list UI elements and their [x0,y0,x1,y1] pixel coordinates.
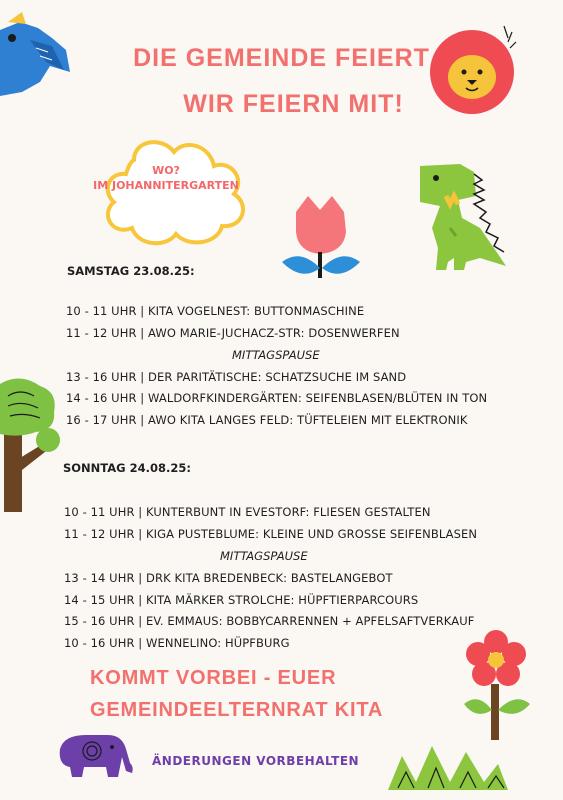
headline-line2: WIR FEIERN MIT! [183,90,404,118]
tree-icon [0,378,65,513]
saturday-item-1: 10 - 11 UHR | KITA VOGELNEST: BUTTONMASCHINE [66,304,365,318]
sunday-pause: MITTAGSPAUSE [220,549,308,563]
headline-line1: DIE GEMEINDE FEIERT [133,44,430,72]
sunday-item-1: 10 - 11 UHR | KUNTERBUNT IN EVESTORF: FLIESEN GESTALTEN [64,505,431,519]
sunday-item-6: 10 - 16 UHR | WENNELINO: HÜPFBURG [64,636,290,650]
elephant-icon [56,733,136,783]
saturday-item-2: 11 - 12 UHR | AWO MARIE-JUCHACZ-STR: DOSENWERFEN [66,326,400,340]
saturday-item-3: 13 - 16 UHR | DER PARITÄTISCHE: SCHATZSUCHE IM SAND [66,370,407,384]
tulip-icon [280,192,370,282]
flower-icon [462,630,532,742]
sunday-item-3: 13 - 14 UHR | DRK KITA BREDENBECK: BASTELANGEBOT [64,571,393,585]
sunday-title: SONNTAG 24.08.25: [63,461,191,475]
sunday-item-5: 15 - 16 UHR | EV. EMMAUS: BOBBYCARRENNEN + APFELSAFTVERKAUF [64,614,475,628]
sunday-item-4: 14 - 15 UHR | KITA MÄRKER STROLCHE: HÜPFTIERPARCOURS [64,593,419,607]
grass-icon [388,742,508,792]
footer-note: ÄNDERUNGEN VORBEHALTEN [152,754,360,768]
location-question: WO? [152,164,180,177]
footer-line1: KOMMT VORBEI - EUER [90,667,337,689]
saturday-item-5: 16 - 17 UHR | AWO KITA LANGES FELD: TÜFTELEIEN MIT ELEKTRONIK [66,413,468,427]
location-box [86,163,246,193]
footer-line2: GEMEINDEELTERNRAT KITA [90,699,384,721]
saturday-title: SAMSTAG 23.08.25: [67,264,195,278]
dinosaur-icon [410,158,520,278]
saturday-item-4: 14 - 16 UHR | WALDORFKINDERGÄRTEN: SEIFENBLASEN/BLÜTEN IN TON [66,391,488,405]
location-place: IM JOHANNITERGARTEN [93,179,239,192]
saturday-pause: MITTAGSPAUSE [232,348,320,362]
sunday-item-2: 11 - 12 UHR | KIGA PUSTEBLUME: KLEINE UND GROSSE SEIFENBLASEN [64,527,478,541]
